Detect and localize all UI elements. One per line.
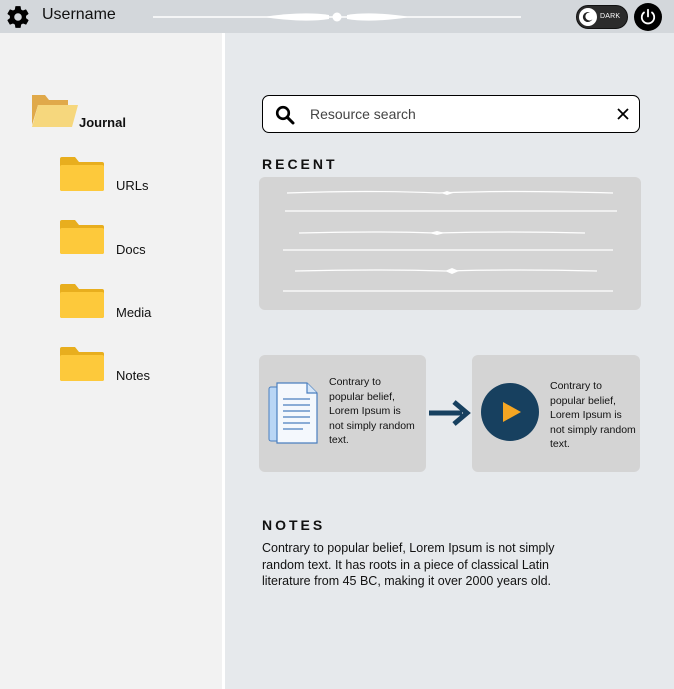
- document-icon: [267, 381, 319, 445]
- play-icon[interactable]: [481, 383, 539, 441]
- dark-toggle-label: DARK: [600, 13, 621, 20]
- folder-icon[interactable]: [59, 219, 105, 255]
- sidebar: [0, 33, 225, 689]
- media-card[interactable]: [472, 355, 640, 472]
- sidebar-item-journal[interactable]: Journal: [79, 115, 126, 130]
- moon-icon: [581, 10, 595, 24]
- folder-icon[interactable]: [59, 346, 105, 382]
- ornament-lines: [259, 177, 641, 310]
- sidebar-item-notes[interactable]: Notes: [116, 368, 150, 383]
- folder-icon[interactable]: [59, 283, 105, 319]
- card-description: Contrary to popular belief, Lorem Ipsum is not simply random text.: [550, 380, 636, 450]
- top-bar: [0, 0, 674, 33]
- ornament-divider: [153, 9, 521, 25]
- sidebar-separator: [222, 33, 225, 689]
- card-description: Contrary to popular belief, Lorem Ipsum is not simply random text.: [329, 376, 415, 446]
- sidebar-item-docs[interactable]: Docs: [116, 242, 146, 257]
- sidebar-item-urls[interactable]: URLs: [116, 178, 149, 193]
- notes-title: NOTES: [262, 517, 326, 533]
- search-bar: [262, 95, 640, 133]
- sidebar-item-media[interactable]: Media: [116, 305, 152, 320]
- power-button[interactable]: [634, 3, 662, 31]
- username-label[interactable]: Username: [42, 6, 116, 23]
- power-icon: [639, 8, 657, 26]
- arrow-right-icon: [428, 399, 472, 427]
- search-icon[interactable]: [275, 105, 295, 125]
- recent-title: RECENT: [262, 156, 338, 172]
- dark-mode-toggle[interactable]: [576, 5, 628, 29]
- recent-panel: [259, 177, 641, 310]
- search-input[interactable]: [310, 102, 600, 126]
- folder-icon[interactable]: [59, 156, 105, 192]
- open-folder-icon[interactable]: [30, 91, 78, 129]
- document-card[interactable]: [259, 355, 426, 472]
- gear-icon[interactable]: [5, 4, 31, 30]
- notes-body: Contrary to popular belief, Lorem Ipsum is not simply random text. It has roots in a piece of classical Latin literature from 45 BC, making it over 2000 years old.: [262, 541, 555, 588]
- close-icon[interactable]: [616, 107, 630, 121]
